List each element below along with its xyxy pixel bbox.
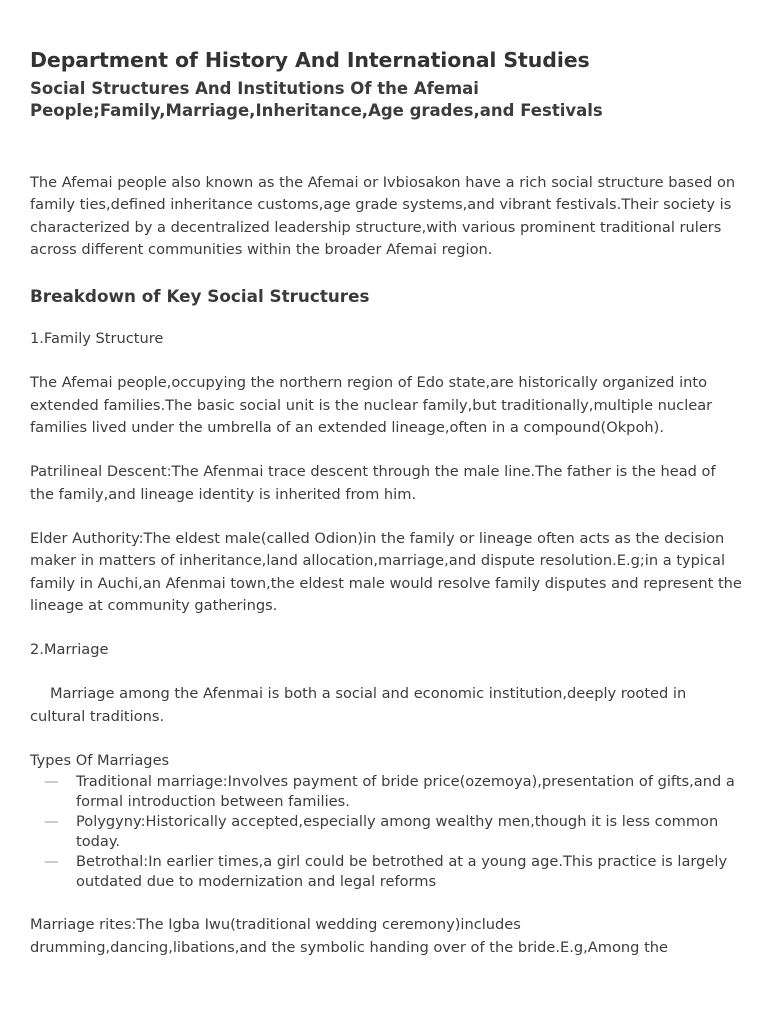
document-subtitle: Social Structures And Institutions Of the Afemai People;Family,Marriage,Inheritance,Age grades,and Festivals <box>30 79 603 120</box>
elder-authority-paragraph: Elder Authority:The eldest male(called Odion)in the family or lineage often acts as the decision maker in matters of inheritance,land allocation,marriage,and dispute resolution.E.g;in a typical family in Auchi,an Afenmai town,the eldest male would resolve family disputes and represent the lineage at community gatherings. <box>30 529 742 614</box>
marriage-rites-paragraph: Marriage rites:The Igba Iwu(traditional wedding ceremony)includes drumming,dancing,libations,and the symbolic handing over of the bride.E.g,Among the <box>30 916 669 956</box>
marriage-heading: 2.Marriage <box>30 641 109 659</box>
intro-paragraph: The Afemai people also known as the Afemai or Ivbiosakon have a rich social structure based on family ties,defined inheritance customs,age grade systems,and vibrant festivals.Their society is characterized by a decentralized leadership structure,with various prominent traditional rulers across different communities within the broader Afemai region. <box>30 174 736 258</box>
family-structure-heading: 1.Family Structure <box>30 330 164 348</box>
dash-bullet-icon: — <box>44 853 59 871</box>
marriage-types-heading: Types Of Marriages <box>30 752 170 770</box>
list-item <box>30 772 742 812</box>
list-item-text: Betrothal:In earlier times,a girl could be betrothed at a young age.This practice is largely outdated due to modernization and legal reforms <box>76 853 728 891</box>
document-page <box>30 46 742 959</box>
patrilineal-descent-paragraph: Patrilineal Descent:The Afenmai trace descent through the male line.The father is the head of the family,and lineage identity is inherited from him. <box>30 463 716 503</box>
list-item <box>30 812 742 852</box>
document-title: Department of History And International Studies <box>30 48 590 72</box>
dash-bullet-icon: — <box>44 813 59 831</box>
family-paragraph: The Afemai people,occupying the northern region of Edo state,are historically organized into extended families.The basic social unit is the nuclear family,but traditionally,multiple nuclear families lived under the umbrella of an extended lineage,often in a compound(Okpoh). <box>30 374 713 437</box>
list-item <box>30 852 742 892</box>
list-item-text: Polygyny:Historically accepted,especially among wealthy men,though it is less common today. <box>76 813 719 851</box>
marriage-intro-paragraph: Marriage among the Afenmai is both a social and economic institution,deeply rooted in cultural traditions. <box>30 685 687 725</box>
breakdown-heading: Breakdown of Key Social Structures <box>30 286 370 307</box>
marriage-types-list <box>30 772 742 892</box>
dash-bullet-icon: — <box>44 773 59 791</box>
list-item-text: Traditional marriage:Involves payment of bride price(ozemoya),presentation of gifts,and a formal introduction between families. <box>76 773 735 811</box>
